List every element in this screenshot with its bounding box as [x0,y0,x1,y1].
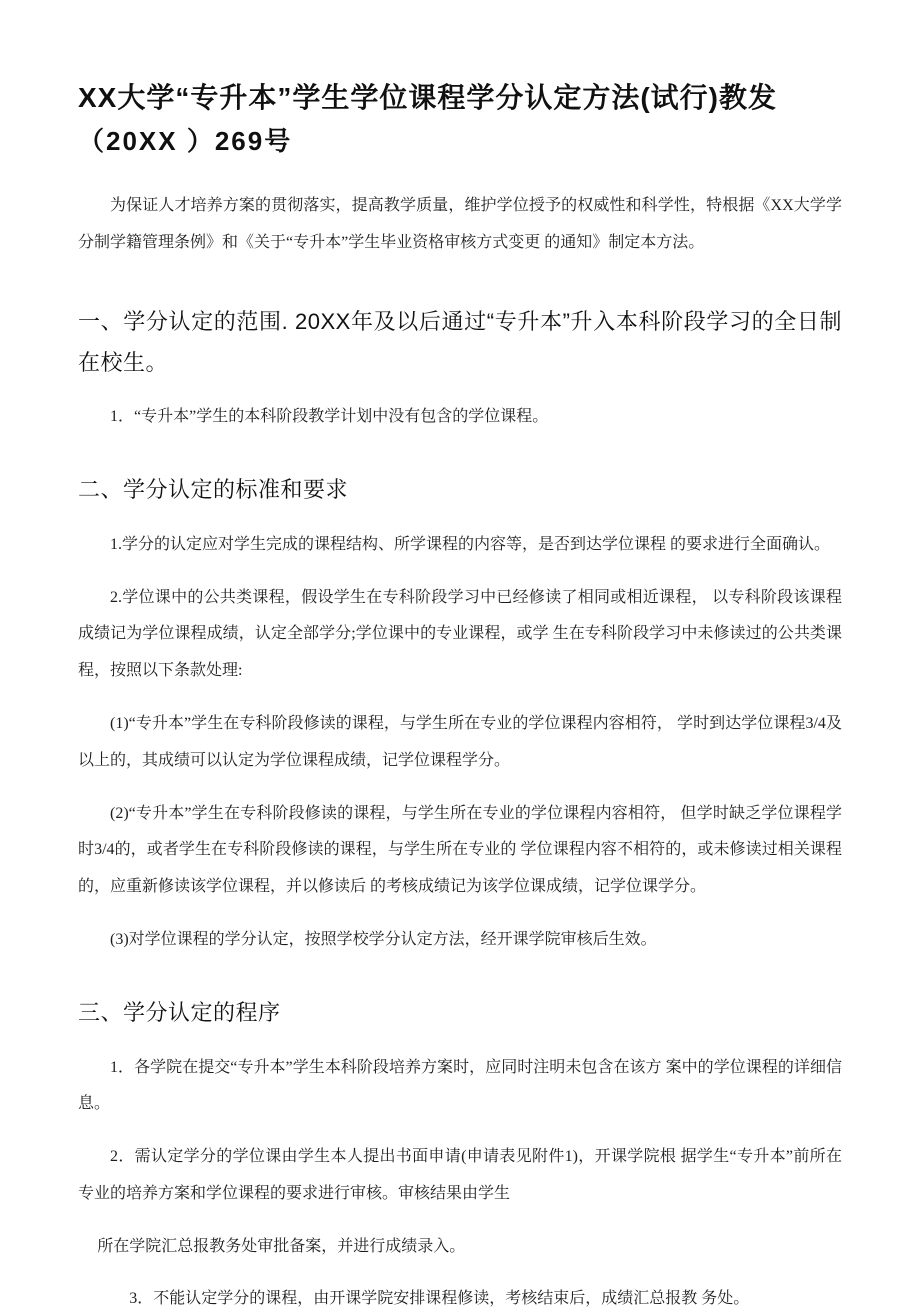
intro-paragraph: 为保证人才培养方案的贯彻落实，提高教学质量，维护学位授予的权威性和科学性，特根据《XX大学学分制学籍管理条例》和《关于“专升本”学生毕业资格审核方式变更 的通知》制定本方法。 [78,197,842,252]
section-1-paragraph-1: 1．“专升本”学生的本科阶段教学计划中没有包含的学位课程。 [110,408,549,426]
section-3-heading: 三、学分认定的程序 [78,999,281,1025]
section-3-paragraph-1: 1．各学院在提交“专升本”学生本科阶段培养方案时，应同时注明未包含在该方 案中的学位课程的详细信息。 [78,1058,842,1113]
document-title [78,76,842,162]
section-2-paragraph-2: 2.学位课中的公共类课程，假设学生在专科阶段学习中已经修读了相同或相近课程， 以专科阶段该课程成绩记为学位课程成绩，认定全部学分;学位课中的专业课程，或学 生在专科阶段学习中未修读过的公共类课程，按照以下条款处理: [78,588,842,680]
section-2-paragraph-1: 1.学分的认定应对学生完成的课程结构、所学课程的内容等，是否到达学位课程 的要求进行全面确认。 [110,535,831,553]
document-title-line1: XX大学“专升本”学生学位课程学分认定方法(试行)教发 [78,82,778,113]
section-2-paragraph-3: (1)“专升本”学生在专科阶段修读的课程，与学生所在专业的学位课程内容相符， 学时到达学位课程3/4及以上的，其成绩可以认定为学位课程成绩，记学位课程学分。 [78,715,842,769]
section-2-paragraph-4: (2)“专升本”学生在专科阶段修读的课程，与学生所在专业的学位课程内容相符， 但学时缺乏学位课程学时3/4的，或者学生在专科阶段修读的课程，与学生所在专业的 学位课程内容不相符的，或未修读过相关课程的，应重新修读该学位课程，并以修读后 的考核成绩记为该学位课成绩，记学位课学分。 [78,804,842,896]
section-3-paragraph-2: 2．需认定学分的学位课由学生本人提出书面申请(申请表见附件1)，开课学院根 据学生“专升本”前所在专业的培养方案和学位课程的要求进行审核。审核结果由学生 [78,1148,842,1202]
section-2-heading: 二、学分认定的标准和要求 [78,477,349,503]
section-3-paragraph-3: 3．不能认定学分的课程，由开课学院安排课程修读，考核结束后，成绩汇总报教 务处。 [129,1290,750,1308]
document-number: （20XX ）269号 [78,125,293,156]
section-2-paragraph-5: (3)对学位课程的学分认定，按照学校学分认定方法，经开课学院审核后生效。 [110,931,657,949]
section-3-paragraph-2-continued: 所在学院汇总报教务处审批备案，并进行成绩录入。 [97,1237,466,1255]
section-1-heading: 一、学分认定的范围. 20XX年及以后通过“专升本”升入本科阶段学习的全日制在校生。 [78,308,842,375]
